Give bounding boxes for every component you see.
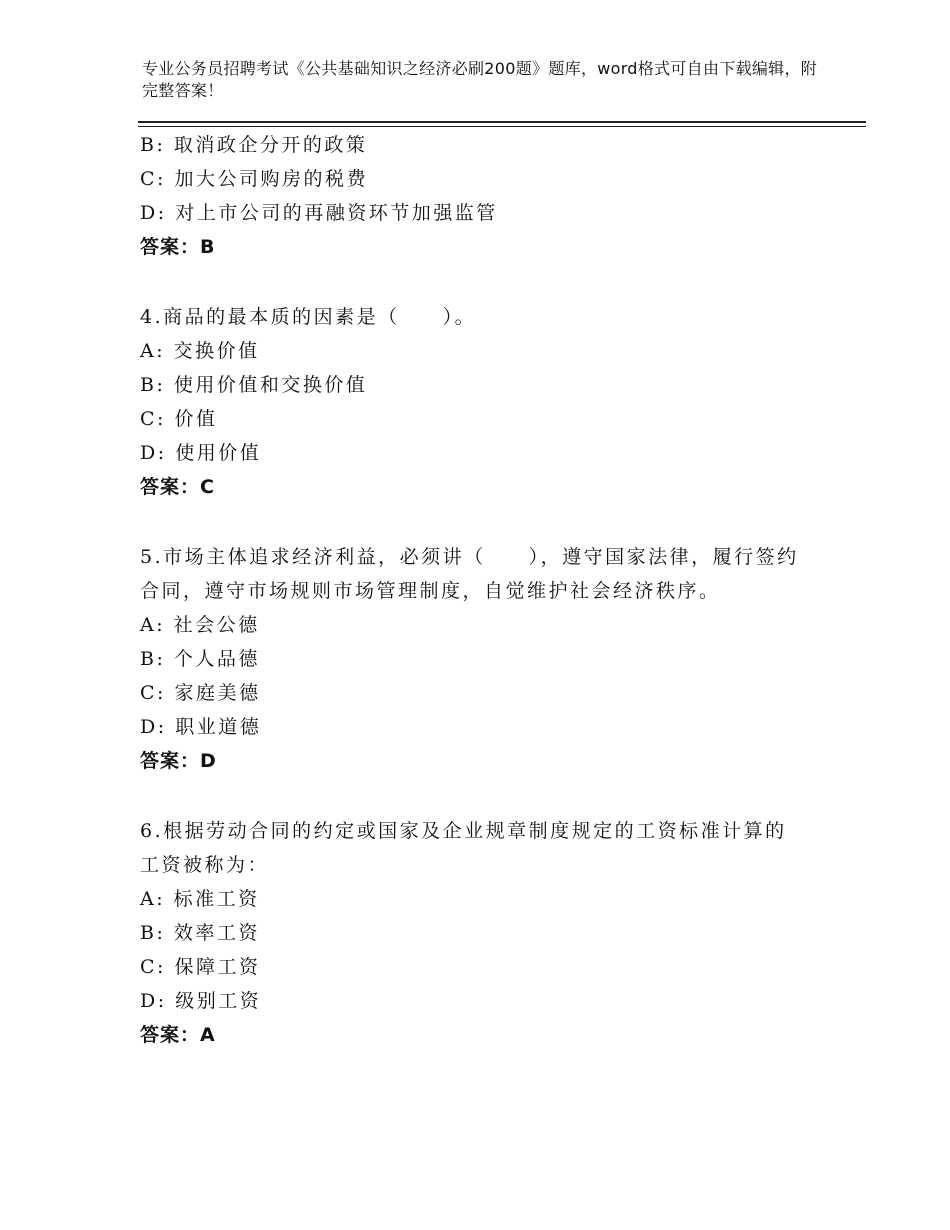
option-letter: B: [140,922,166,944]
option-letter: B: [140,648,166,670]
question-4 [140,300,820,504]
option-a [140,608,820,642]
option-d [140,436,820,470]
option-d [140,710,820,744]
spacer [140,504,820,540]
option-letter: D: [140,442,167,464]
option-text: 保障工资 [174,956,261,978]
option-b [140,916,820,950]
option-text: 加大公司购房的税费 [174,168,369,190]
question-stem: 5.市场主体追求经济利益，必须讲（ ），遵守国家法律，履行签约合同，遵守市场规则市场管理制度，自觉维护社会经济秩序。 [140,546,799,602]
spacer [140,778,820,814]
option-c [140,676,820,710]
header-divider [138,121,866,127]
question-5 [140,540,820,778]
question-continued [140,128,820,264]
question-list [140,128,820,1052]
option-text: 家庭美德 [174,682,261,704]
option-c [140,162,820,196]
option-text: 交换价值 [173,340,260,362]
option-b [140,642,820,676]
option-text: 个人品德 [173,648,260,670]
option-text: 标准工资 [173,888,260,910]
option-letter: A: [140,888,166,910]
option-d [140,984,820,1018]
option-text: 效率工资 [173,922,260,944]
option-text: 使用价值和交换价值 [173,374,368,396]
option-letter: C: [140,682,166,704]
option-letter: D: [140,716,167,738]
option-letter: D: [140,202,167,224]
option-text: 社会公德 [173,614,260,636]
option-text: 使用价值 [175,442,262,464]
spacer [140,264,820,300]
option-letter: A: [140,340,166,362]
option-text: 级别工资 [175,990,262,1012]
question-stem: 6.根据劳动合同的约定或国家及企业规章制度规定的工资标准计算的工资被称为： [140,820,787,876]
page-header: 专业公务员招聘考试《公共基础知识之经济必刷200题》题库，word格式可自由下载编辑，附完整答案！ [142,59,818,100]
option-d [140,196,820,230]
option-letter: D: [140,990,167,1012]
option-c [140,950,820,984]
option-letter: A: [140,614,166,636]
answer-line: 答案：C [140,476,215,498]
option-text: 取消政企分开的政策 [173,134,368,156]
option-b [140,368,820,402]
option-letter: C: [140,956,166,978]
option-c [140,402,820,436]
answer-line: 答案：D [140,750,217,772]
option-text: 价值 [174,408,218,430]
question-stem: 4.商品的最本质的因素是（ ）。 [140,306,477,328]
option-letter: B: [140,134,166,156]
option-letter: C: [140,408,166,430]
option-letter: C: [140,168,166,190]
option-a [140,334,820,368]
answer-line: 答案：A [140,1024,216,1046]
option-text: 职业道德 [175,716,262,738]
option-a [140,882,820,916]
option-b [140,128,820,162]
answer-line: 答案：B [140,236,216,258]
question-6 [140,814,820,1052]
option-letter: B: [140,374,166,396]
option-text: 对上市公司的再融资环节加强监管 [175,202,498,224]
